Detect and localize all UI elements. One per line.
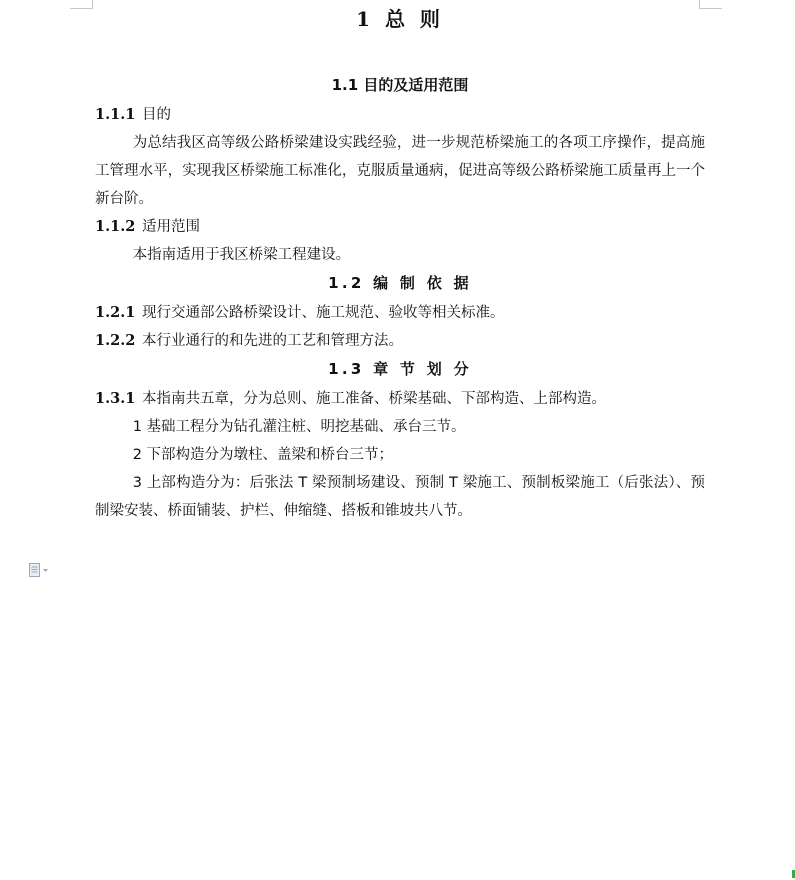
- clause-1-3-1: [95, 385, 705, 413]
- clause-heading: 适用范围: [141, 219, 200, 235]
- clause-1-1-2: [95, 213, 705, 241]
- section-title-1-3: 1.3 章 节 划 分: [328, 360, 472, 378]
- crop-mark-top-left: [70, 0, 93, 9]
- clause-heading: 现行交通部公路桥梁设计、施工规范、验收等相关标准。: [141, 305, 505, 321]
- clause-heading: 本行业通行的和先进的工艺和管理方法。: [141, 333, 403, 349]
- list-item-1: 1 基础工程分为钻孔灌注桩、明挖基础、承台三节。: [132, 419, 466, 435]
- clause-number: 1.3.1: [95, 390, 136, 407]
- clause-number: 1.1.2: [95, 218, 136, 235]
- list-item-3: 3 上部构造分为：后张法 T 梁预制场建设、预制 T 梁施工、预制板梁施工（后张法）、预制梁安装、桥面铺装、护栏、伸缩缝、搭板和锥坡共八节。: [95, 475, 705, 519]
- chapter-title: 1 总 则: [356, 7, 444, 31]
- document-icon-svg: [28, 563, 50, 577]
- clause-number: 1.2.2: [95, 332, 136, 349]
- document-icon[interactable]: [28, 562, 50, 576]
- document-content: [95, 8, 705, 525]
- clause-1-2-2: [95, 327, 705, 355]
- section-title-1-2: 1.2 编 制 依 据: [328, 274, 472, 292]
- clause-number: 1.1.1: [95, 106, 136, 123]
- clause-body-1-1-2: 本指南适用于我区桥梁工程建设。: [132, 247, 351, 263]
- clause-body-1-1-1: 为总结我区高等级公路桥梁建设实践经验，进一步规范桥梁施工的各项工序操作，提高施工管理水平，实现我区桥梁施工标准化，克服质量通病，促进高等级公路桥梁施工质量再上一个新台阶。: [95, 135, 705, 207]
- clause-1-2-1: [95, 299, 705, 327]
- clause-heading: 本指南共五章，分为总则、施工准备、桥梁基础、下部构造、上部构造。: [141, 391, 606, 407]
- clause-1-1-1: [95, 101, 705, 129]
- list-item-2: 2 下部构造分为墩柱、盖梁和桥台三节；: [132, 447, 394, 463]
- section-title-1-1: 1.1 目的及适用范围: [331, 76, 469, 94]
- clause-heading: 目的: [141, 107, 171, 123]
- clause-number: 1.2.1: [95, 304, 136, 321]
